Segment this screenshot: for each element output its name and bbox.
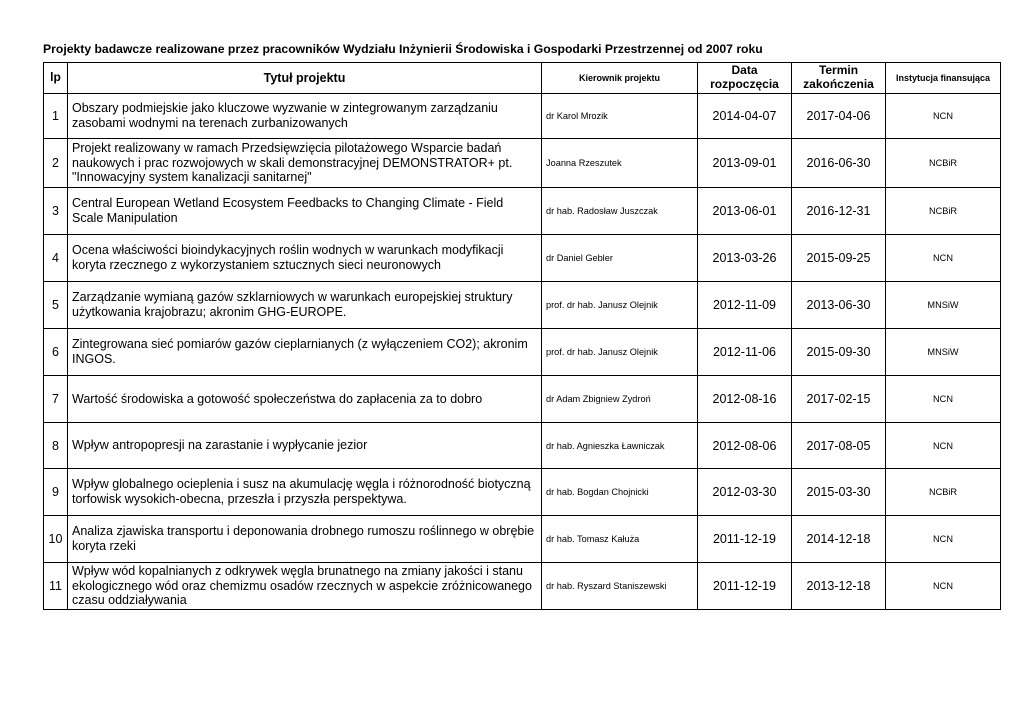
cell-institution: NCN [886,423,1001,469]
cell-manager: dr Karol Mrozik [542,94,698,139]
cell-institution: NCN [886,376,1001,423]
cell-end-date: 2017-02-15 [792,376,886,423]
header-start-date: Data rozpoczęcia [698,63,792,94]
cell-lp: 10 [44,516,68,563]
cell-start-date: 2013-09-01 [698,139,792,188]
cell-lp: 1 [44,94,68,139]
cell-title: Wartość środowiska a gotowość społeczeństwa do zapłacenia za to dobro [68,376,542,423]
cell-start-date: 2012-11-09 [698,282,792,329]
cell-end-date: 2016-12-31 [792,188,886,235]
cell-start-date: 2013-03-26 [698,235,792,282]
cell-title: Analiza zjawiska transportu i deponowania drobnego rumoszu roślinnego w obrębie koryta rzeki [68,516,542,563]
table-header-row [44,63,1001,94]
cell-end-date: 2015-09-25 [792,235,886,282]
cell-lp: 9 [44,469,68,516]
cell-institution: MNSiW [886,329,1001,376]
table-row [44,282,1001,329]
cell-manager: Joanna Rzeszutek [542,139,698,188]
cell-institution: NCN [886,563,1001,610]
cell-manager: dr hab. Ryszard Staniszewski [542,563,698,610]
page-title: Projekty badawcze realizowane przez pracowników Wydziału Inżynierii Środowiska i Gospodarki Przestrzennej od 2007 roku [43,42,763,56]
cell-manager: prof. dr hab. Janusz Olejnik [542,282,698,329]
cell-lp: 2 [44,139,68,188]
cell-lp: 7 [44,376,68,423]
cell-manager: dr Daniel Gebler [542,235,698,282]
cell-institution: NCBiR [886,469,1001,516]
table-row [44,188,1001,235]
cell-manager: prof. dr hab. Janusz Olejnik [542,329,698,376]
table-row [44,516,1001,563]
cell-start-date: 2012-08-06 [698,423,792,469]
cell-lp: 8 [44,423,68,469]
cell-institution: NCN [886,235,1001,282]
cell-lp: 6 [44,329,68,376]
cell-end-date: 2017-08-05 [792,423,886,469]
cell-end-date: 2014-12-18 [792,516,886,563]
projects-table [43,62,1001,610]
header-institution: Instytucja finansująca [886,63,1001,94]
cell-start-date: 2011-12-19 [698,516,792,563]
cell-title: Ocena właściwości bioindykacyjnych roślin wodnych w warunkach modyfikacji koryta rzecznego z wykorzystaniem sztucznych sieci neuronowych [68,235,542,282]
cell-end-date: 2013-12-18 [792,563,886,610]
cell-start-date: 2012-11-06 [698,329,792,376]
cell-end-date: 2015-03-30 [792,469,886,516]
cell-lp: 5 [44,282,68,329]
cell-manager: dr hab. Tomasz Kałuża [542,516,698,563]
cell-title: Central European Wetland Ecosystem Feedbacks to Changing Climate - Field Scale Manipulation [68,188,542,235]
cell-title: Obszary podmiejskie jako kluczowe wyzwanie w zintegrowanym zarządzaniu zasobami wodnymi na terenach zurbanizowanych [68,94,542,139]
header-title: Tytuł projektu [68,63,542,94]
cell-end-date: 2015-09-30 [792,329,886,376]
cell-start-date: 2011-12-19 [698,563,792,610]
cell-manager: dr Adam Zbigniew Zydroń [542,376,698,423]
header-manager: Kierownik projektu [542,63,698,94]
cell-title: Wpływ globalnego ocieplenia i susz na akumulację węgla i różnorodność biotyczną torfowisk wysokich-obecna, przeszła i przyszła perspektywa. [68,469,542,516]
cell-title: Zintegrowana sieć pomiarów gazów cieplarnianych (z wyłączeniem CO2); akronim INGOS. [68,329,542,376]
table-row [44,563,1001,610]
table-row [44,469,1001,516]
cell-end-date: 2013-06-30 [792,282,886,329]
table-row [44,376,1001,423]
table-row [44,423,1001,469]
cell-title: Wpływ antropopresji na zarastanie i wypłycanie jezior [68,423,542,469]
cell-end-date: 2016-06-30 [792,139,886,188]
cell-title: Zarządzanie wymianą gazów szklarniowych w warunkach europejskiej struktury użytkowania krajobrazu; akronim GHG-EUROPE. [68,282,542,329]
cell-start-date: 2014-04-07 [698,94,792,139]
cell-lp: 3 [44,188,68,235]
cell-lp: 11 [44,563,68,610]
cell-start-date: 2012-08-16 [698,376,792,423]
cell-manager: dr hab. Bogdan Chojnicki [542,469,698,516]
cell-start-date: 2012-03-30 [698,469,792,516]
cell-institution: NCBiR [886,139,1001,188]
table-row [44,235,1001,282]
cell-start-date: 2013-06-01 [698,188,792,235]
cell-manager: dr hab. Agnieszka Ławniczak [542,423,698,469]
cell-title: Projekt realizowany w ramach Przedsięwzięcia pilotażowego Wsparcie badań naukowych i prac rozwojowych w skali demonstracyjnej DEMONSTRATOR+ pt. "Innowacyjny system kanalizacji sanitarnej" [68,139,542,188]
table-row [44,329,1001,376]
cell-end-date: 2017-04-06 [792,94,886,139]
cell-title: Wpływ wód kopalnianych z odkrywek węgla brunatnego na zmiany jakości i stanu ekologicznego wód oraz chemizmu osadów rzecznych w aspekcie zróżnicowanego czasu oddziaływania [68,563,542,610]
cell-institution: NCBiR [886,188,1001,235]
cell-lp: 4 [44,235,68,282]
table-row [44,94,1001,139]
table-row [44,139,1001,188]
cell-institution: NCN [886,94,1001,139]
header-end-date: Termin zakończenia [792,63,886,94]
cell-institution: MNSiW [886,282,1001,329]
cell-manager: dr hab. Radosław Juszczak [542,188,698,235]
header-lp: lp [44,63,68,94]
cell-institution: NCN [886,516,1001,563]
